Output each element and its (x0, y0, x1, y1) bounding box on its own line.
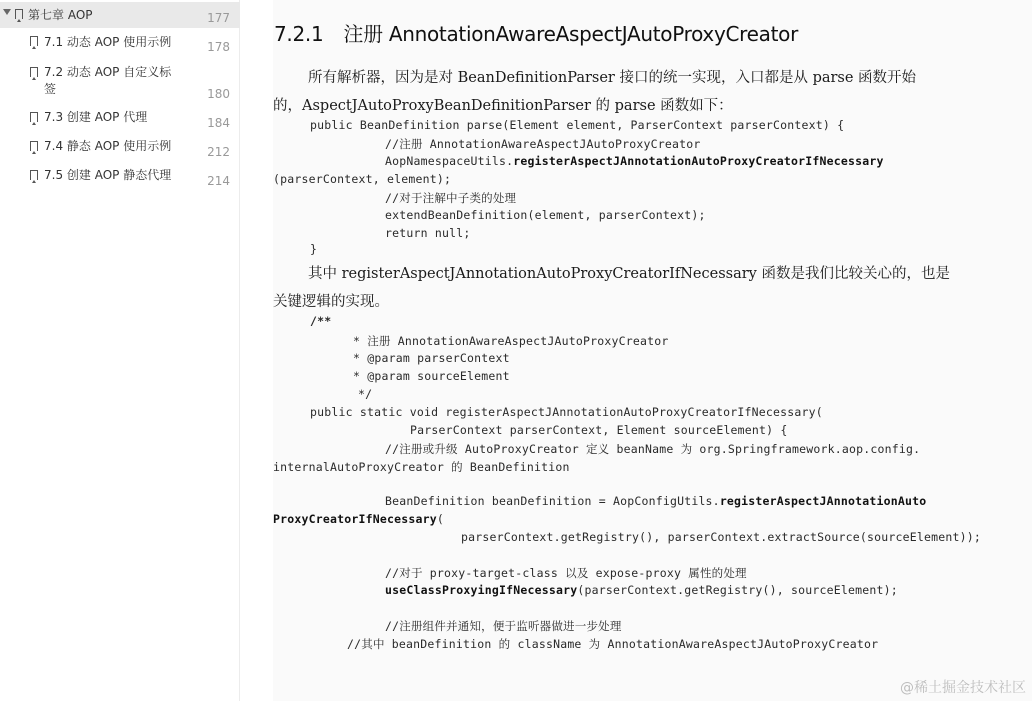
code-line: /** (310, 314, 332, 328)
watermark: @稀土掘金技术社区 (900, 680, 1026, 696)
code-line: extendBeanDefinition(element, parserContext); (385, 208, 706, 222)
section-title: 注册 AnnotationAwareAspectJAutoProxyCreator (343, 22, 799, 46)
code-token: BeanDefinition beanDefinition = AopConfigUtils. (385, 494, 720, 508)
bookmark-icon (30, 67, 38, 77)
code-token: ( (436, 512, 444, 526)
paragraph-line: 的，AspectJAutoProxyBeanDefinitionParser 的 parse 函数如下： (273, 98, 733, 114)
toc-item-7-5[interactable] (0, 164, 240, 192)
paragraph-line: 所有解析器，因为是对 BeanDefinitionParser 接口的统一实现，入口都是从 parse 函数开始 (308, 70, 917, 86)
code-comment: * @param sourceElement (353, 369, 510, 383)
code-line: parserContext.getRegistry(), parserContext.extractSource(sourceElement)); (461, 530, 982, 544)
code-line (385, 494, 926, 508)
toc-chapter-7[interactable] (0, 2, 240, 28)
toc-item-page: 178 (207, 40, 230, 54)
collapse-arrow-icon[interactable] (3, 9, 11, 15)
code-comment: */ (358, 387, 373, 401)
code-comment: //注册 AnnotationAwareAspectJAutoProxyCreator (385, 137, 701, 151)
code-comment: internalAutoProxyCreator 的 BeanDefinition (273, 460, 570, 474)
code-line: return null; (385, 226, 471, 240)
toc-item-label: 7.3 创建 AOP 代理 (44, 110, 148, 124)
code-method-bold: registerAspectJAnnotationAutoProxyCreatorIfNecessary (513, 154, 884, 168)
code-method-bold: registerAspectJAnnotationAuto (719, 494, 927, 508)
code-comment: //注册组件并通知，便于监听器做进一步处理 (385, 619, 622, 633)
toc-item-page: 180 (207, 87, 230, 101)
code-line: public BeanDefinition parse(Element element, ParserContext parserContext) { (310, 118, 845, 132)
bookmark-icon (30, 170, 38, 180)
code-line (385, 154, 884, 168)
code-comment: //其中 beanDefinition 的 className 为 AnnotationAwareAspectJAutoProxyCreator (347, 637, 879, 651)
code-line: public static void registerAspectJAnnotationAutoProxyCreatorIfNecessary( (310, 405, 823, 419)
toc-item-7-1[interactable] (0, 30, 240, 58)
code-comment: * @param parserContext (353, 351, 510, 365)
code-line (385, 583, 898, 597)
toc-item-label: 7.2 动态 AOP 自定义标 (44, 65, 172, 79)
code-token: (parserContext.getRegistry(), sourceElement); (577, 583, 898, 597)
document-page (273, 0, 1032, 701)
paragraph-line: 关键逻辑的实现。 (273, 294, 389, 310)
toc-sidebar (0, 0, 240, 701)
section-heading (274, 18, 798, 47)
toc-item-7-4[interactable] (0, 135, 240, 163)
bookmark-icon (30, 141, 38, 151)
code-token: AopNamespaceUtils. (385, 154, 514, 168)
section-number: 7.2.1 (274, 22, 324, 46)
code-comment: //注册或升级 AutoProxyCreator 定义 beanName 为 org.Springframework.aop.config. (385, 442, 921, 456)
bookmark-icon (15, 9, 23, 19)
bookmark-icon (30, 36, 38, 46)
toc-item-label: 7.4 静态 AOP 使用示例 (44, 139, 172, 153)
toc-chapter-label: 第七章 AOP (28, 8, 93, 22)
toc-item-label: 7.1 动态 AOP 使用示例 (44, 35, 172, 49)
toc-item-label: 7.5 创建 AOP 静态代理 (44, 168, 172, 182)
toc-item-page: 212 (207, 145, 230, 159)
code-method-bold: useClassProxyingIfNecessary (385, 583, 578, 597)
code-method-bold: ProxyCreatorIfNecessary (273, 512, 437, 526)
code-comment: //对于注解中子类的处理 (385, 191, 517, 205)
paragraph-line: 其中 registerAspectJAnnotationAutoProxyCreatorIfNecessary 函数是我们比较关心的，也是 (308, 266, 950, 282)
code-line (273, 512, 444, 526)
toc-item-7-2[interactable] (0, 60, 240, 104)
toc-item-page: 214 (207, 174, 230, 188)
code-line: ParserContext parserContext, Element sourceElement) { (410, 423, 788, 437)
code-line: (parserContext, element); (273, 172, 452, 186)
toc-item-page: 184 (207, 116, 230, 130)
toc-item-7-3[interactable] (0, 106, 240, 134)
toc-chapter-page: 177 (207, 11, 230, 25)
code-comment: //对于 proxy-target-class 以及 expose-proxy 属性的处理 (385, 566, 747, 580)
toc-item-label-wrap: 签 (44, 82, 57, 96)
bookmark-icon (30, 112, 38, 122)
code-comment: * 注册 AnnotationAwareAspectJAutoProxyCreator (353, 334, 669, 348)
code-line: } (310, 242, 318, 256)
